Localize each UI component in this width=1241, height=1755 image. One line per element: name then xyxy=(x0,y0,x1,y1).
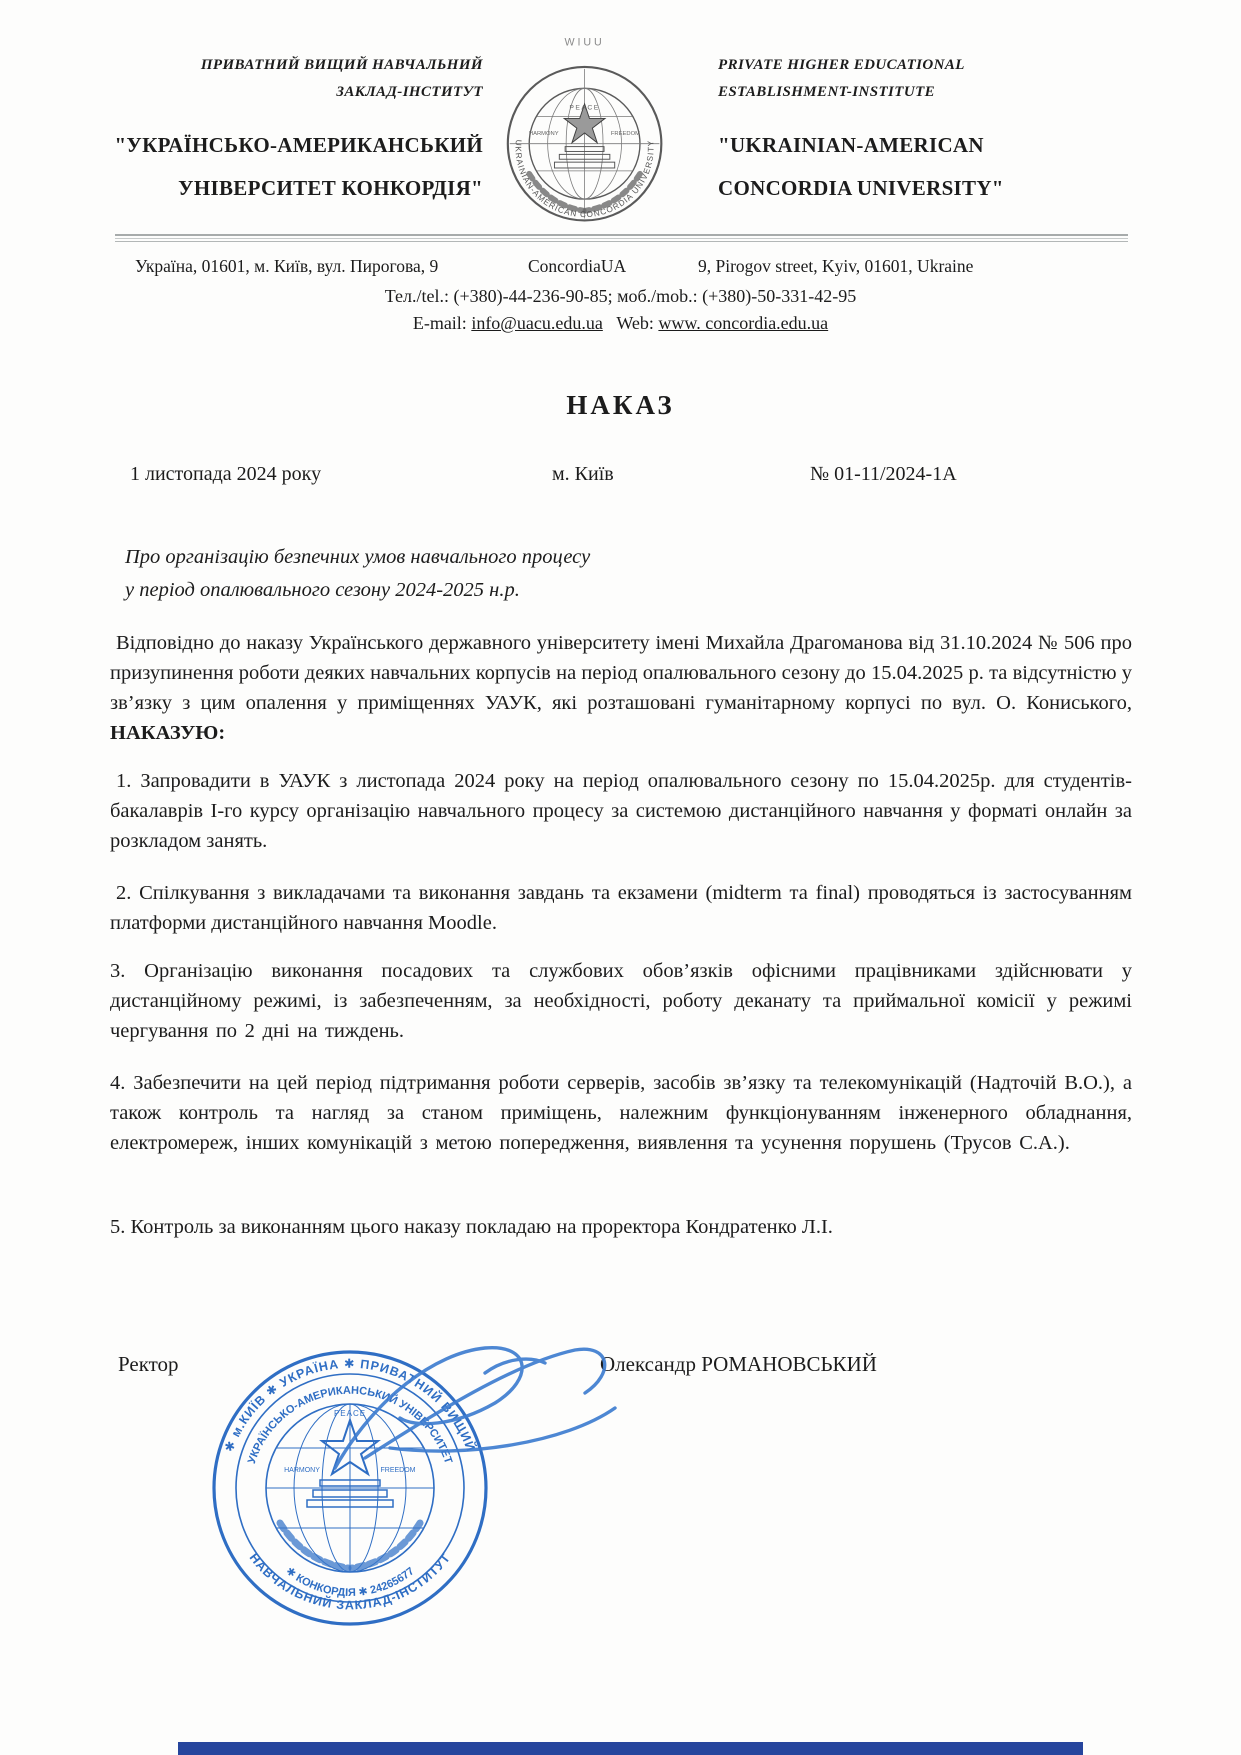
stamp-laurel-right xyxy=(352,1523,420,1568)
stamp-freedom-label: FREEDOM xyxy=(380,1467,416,1474)
logo-ring-text: UKRAINIAN-AMERICAN CONCORDIA UNIVERSITY xyxy=(513,139,656,220)
logo-wiuu-label: WIUU xyxy=(564,36,605,49)
institution-name-ua-line1: "УКРАЇНСЬКО-АМЕРИКАНСЬКИЙ xyxy=(114,133,483,157)
order-date: 1 листопада 2024 року xyxy=(130,463,322,485)
stamp-outer-top-text: ✱ м.КИЇВ ✱ УКРАЇНА ✱ ПРИВАТНИЙ ВИЩИЙ xyxy=(221,1356,479,1454)
logo-harmony-label: HARMONY xyxy=(528,130,559,137)
header-divider-line3 xyxy=(115,241,1128,242)
stamp-peace-label: PEACE xyxy=(333,1409,367,1418)
intro-text: Відповідно до наказу Українського державного університету імені Михайла Драгоманова від 31.10.2024 № 506 про призупинення роботи деяких навчальних корпусів на період опалювального сезону до 15.04.2025 р. та відсутністю у зв’язку з цим опалення у приміщеннях УАУК, які розташовані гуманітарному корпусі по вул. О. Кониського, xyxy=(110,632,1132,714)
logo-freedom-label: FREEDOM xyxy=(610,130,640,137)
institution-type-ua-line1: ПРИВАТНИЙ ВИЩИЙ НАВЧАЛЬНИЙ xyxy=(200,57,483,73)
order-item-3: 3. Організацію виконання посадових та службових обов’язків офісними працівниками здійснювати у дистанційному режимі, із забезпеченням, за необхідності, роботу деканату та приймальної комісії у режимі чергування по 2 дні на тиждень. xyxy=(110,960,1132,1042)
stamp-inner-top-text: УКРАЇНСЬКО-АМЕРИКАНСЬКИЙ УНІВЕРСИТЕТ xyxy=(245,1384,455,1466)
intro-emphasis: НАКАЗУЮ: xyxy=(110,722,226,744)
email-link[interactable]: info@uacu.edu.ua xyxy=(471,313,603,333)
signer-role: Ректор xyxy=(118,1352,179,1376)
order-title: НАКАЗ xyxy=(566,390,675,420)
email-label: E-mail: xyxy=(412,313,467,333)
stamp-outer-bottom-text: НАВЧАЛЬНИЙ ЗАКЛАД-ІНСТИТУТ xyxy=(246,1550,454,1613)
official-stamp xyxy=(185,1318,630,1648)
header-right-block xyxy=(718,52,1038,210)
intro-paragraph xyxy=(110,628,1132,748)
stamp-laurel-left xyxy=(280,1523,348,1568)
scan-edge-strip xyxy=(178,1742,1083,1755)
logo-peace-label: PEACE xyxy=(569,104,600,112)
institution-name-ua-line2: УНІВЕРСИТЕТ КОНКОРДІЯ" xyxy=(178,176,483,200)
phone-line: Тел./tel.: (+380)-44-236-90-85; моб./mob.: (+380)-50-331-42-95 xyxy=(384,286,857,306)
order-item-5: 5. Контроль за виконанням цього наказу покладаю на проректора Кондратенко Л.І. xyxy=(110,1216,833,1238)
brand-name: ConcordiaUA xyxy=(528,256,627,276)
institution-name-en-line2: CONCORDIA UNIVERSITY" xyxy=(718,176,1004,200)
email-web-line xyxy=(0,313,1241,334)
order-item-4: 4. Забезпечити на цей період підтримання роботи серверів, засобів зв’язку та телекомунікацій (Надточій В.О.), а також контроль та нагляд за станом приміщень, належним функціонуванням інженерного обладнання, електромереж, інших комунікацій з метою попередження, виявлення та усунення порушень (Трусов С.А.). xyxy=(110,1072,1132,1154)
order-subject-line1: Про організацію безпечних умов навчального процесу xyxy=(125,546,591,568)
institution-type-ua-line2: ЗАКЛАД-ІНСТИТУТ xyxy=(336,84,483,100)
header-divider-line xyxy=(115,234,1128,236)
signer-name: Олександр РОМАНОВСЬКИЙ xyxy=(600,1352,877,1376)
order-city: м. Київ xyxy=(552,463,614,485)
header-divider-line2 xyxy=(115,238,1128,239)
address-en: 9, Pirogov street, Kyiv, 01601, Ukraine xyxy=(698,256,974,276)
institution-name-ua xyxy=(108,124,483,210)
institution-type-en-line1: PRIVATE HIGHER EDUCATIONAL xyxy=(718,57,965,73)
institution-name-en-line1: "UKRAINIAN-AMERICAN xyxy=(718,133,984,157)
institution-type-en-line2: ESTABLISHMENT-INSTITUTE xyxy=(718,84,936,100)
order-item-2: 2. Спілкування з викладачами та виконання завдань та екзамени (midterm та final) проводяться із застосуванням платформи дистанційного навчання Moodle. xyxy=(110,882,1132,934)
institution-name-en xyxy=(718,124,1038,210)
order-subject xyxy=(125,541,590,607)
stamp-harmony-label: HARMONY xyxy=(284,1467,320,1474)
web-link[interactable]: www. concordia.edu.ua xyxy=(658,313,829,333)
web-label: Web: xyxy=(616,313,654,333)
order-number: № 01-11/2024-1А xyxy=(810,463,957,485)
order-subject-line2: у період опалювального сезону 2024-2025 н.р. xyxy=(125,579,520,601)
address-ua: Україна, 01601, м. Київ, вул. Пирогова, 9 xyxy=(135,256,439,276)
stamp-inner-bottom-text: ✱ КОНКОРДІЯ ✱ 24265677 xyxy=(283,1565,417,1600)
header-left-block xyxy=(108,52,483,210)
university-seal-logo xyxy=(500,30,675,236)
order-item-1: 1. Запровадити в УАУК з листопада 2024 року на період опалювального сезону по 15.04.2025р. для студентів-бакалаврів І-го курсу організацію навчального процесу за системою дистанційного навчання у форматі онлайн за розкладом занять. xyxy=(110,770,1132,852)
